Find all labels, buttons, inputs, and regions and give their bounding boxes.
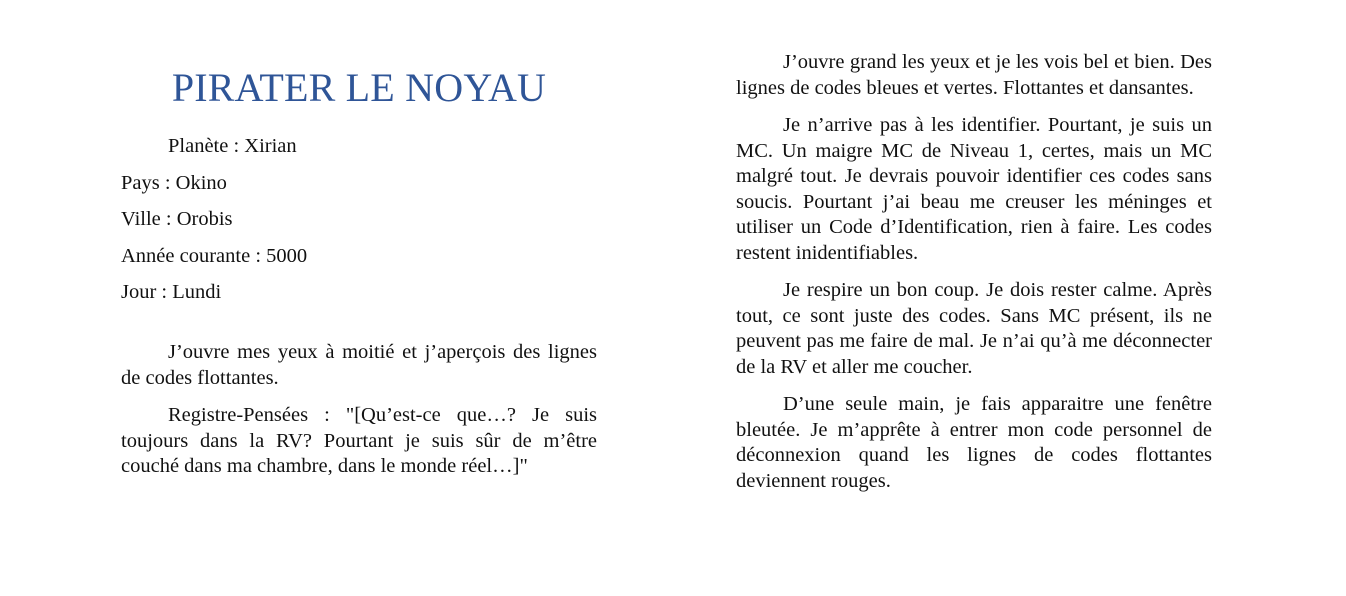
right-page: [736, 50, 1212, 506]
meta-city: Ville : Orobis: [121, 208, 233, 230]
meta-year: Année courante : 5000: [121, 244, 308, 267]
meta-planet: Planète : Xirian: [168, 135, 297, 157]
meta-day: Jour : Lundi: [121, 281, 222, 303]
paragraph: D’une seule main, je fais apparaitre une fenêtre bleutée. Je m’apprête à entrer mon code personnel de déconnexion quand les lignes de codes flottantes deviennent rouges.: [736, 393, 1212, 492]
paragraph: Je n’arrive pas à les identifier. Pourtant, je suis un MC. Un maigre MC de Niveau 1, certes, mais un MC malgré tout. Je devrais pouvoir identifier ces codes sans soucis. Pourtant j’ai beau me creuser les méninges et utiliser un Code d’Identification, rien à faire. Les codes restent inidentifiables.: [736, 114, 1212, 264]
paragraph: J’ouvre mes yeux à moitié et j’aperçois des lignes de codes flottantes.: [121, 341, 597, 389]
left-page: [121, 62, 597, 492]
paragraph: Je respire un bon coup. Je dois rester calme. Après tout, ce sont juste des codes. Sans MC présent, ils ne peuvent pas me faire de mal. Je n’ai qu’à me déconnecter de la RV et aller me coucher.: [736, 279, 1212, 378]
meta-country: Pays : Okino: [121, 171, 227, 194]
paragraph: Registre-Pensées : "[Qu’est-ce que…? Je suis toujours dans la RV? Pourtant je suis sûr de m’être couché dans ma chambre, dans le monde réel…]": [121, 404, 597, 477]
chapter-title: PIRATER LE NOYAU: [171, 65, 547, 110]
setting-info: [121, 134, 597, 304]
paragraph: J’ouvre grand les yeux et je les vois bel et bien. Des lignes de codes bleues et vertes. Flottantes et dansantes.: [736, 51, 1212, 99]
